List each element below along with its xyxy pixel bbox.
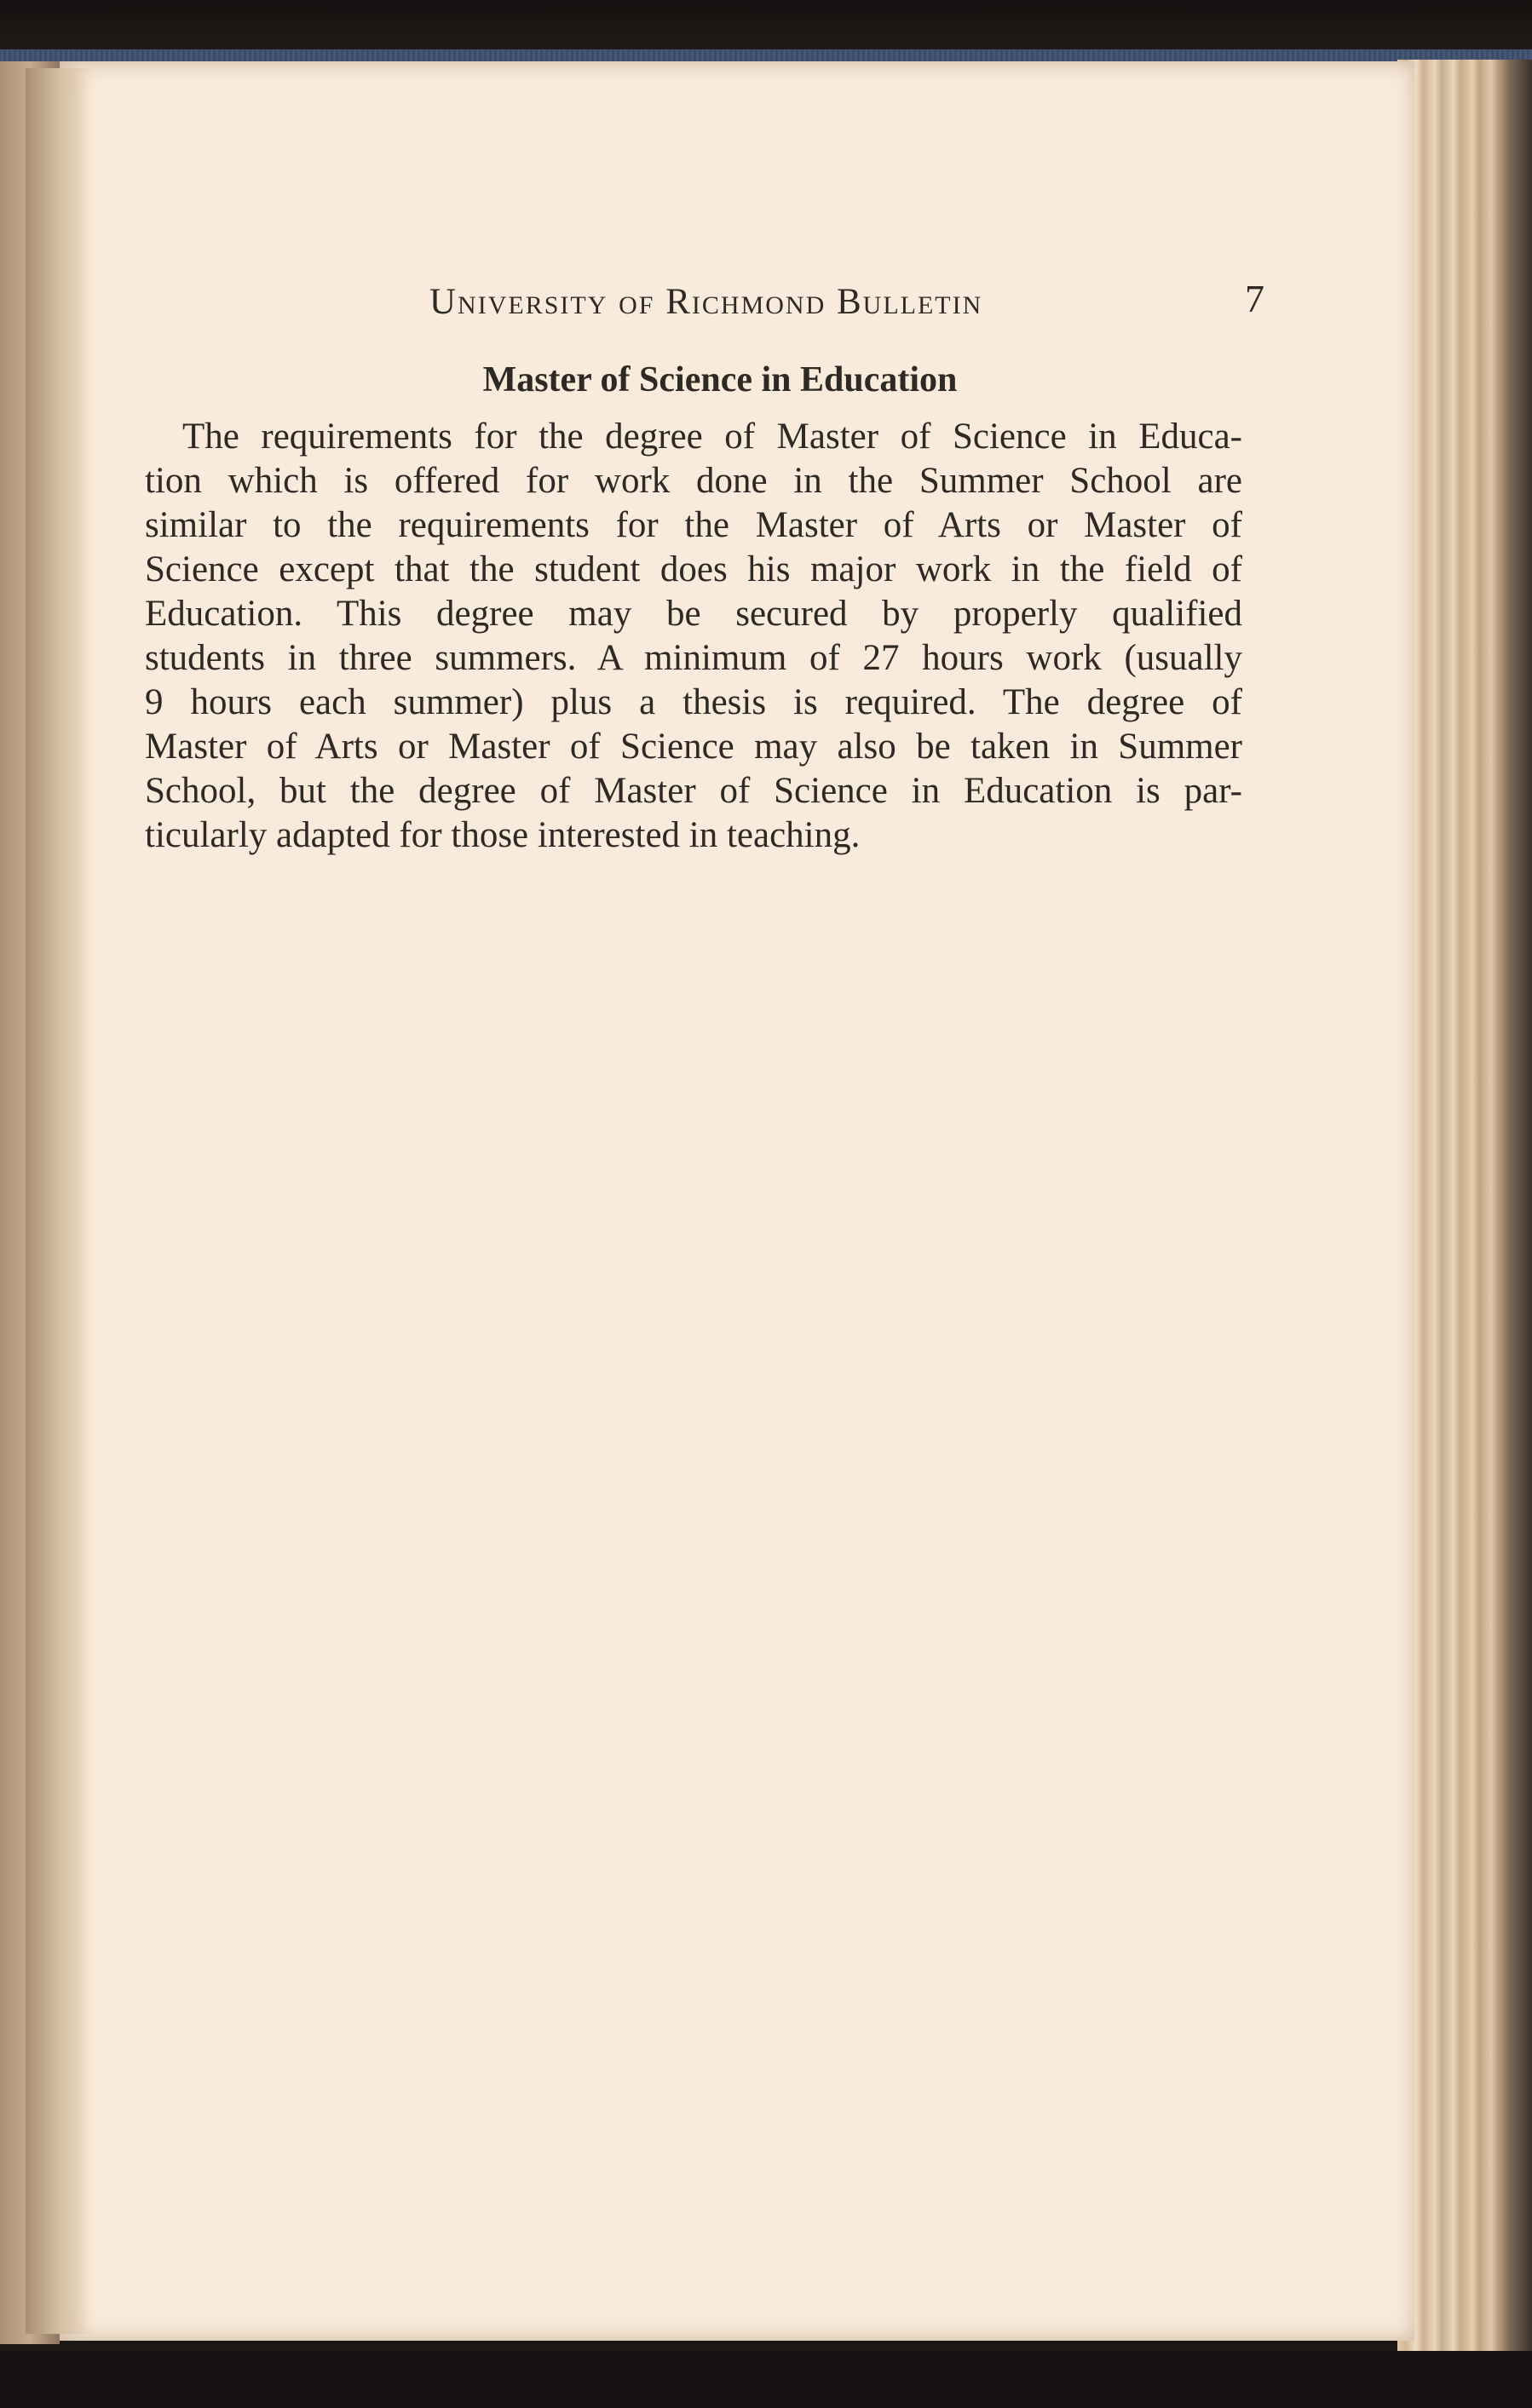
paragraph-line: The requirements for the degree of Master of Science in Educa- [182,417,1242,457]
section-paragraph [145,415,1242,858]
page-stack-edge [1397,60,1532,2351]
paragraph-line: School, but the degree of Master of Science in Education is par- [145,771,1242,811]
page-number: 7 [1245,277,1264,320]
paragraph-line: Science except that the student does his major work in the field of [145,549,1242,589]
paragraph-line: Education. This degree may be secured by properly qualified [145,594,1242,634]
running-head [371,277,1264,332]
paragraph-line: 9 hours each summer) plus a thesis is required. The degree of [145,682,1242,722]
scan-background-bottom [0,2351,1532,2408]
running-head-title: University of Richmond Bulletin [429,282,983,322]
paragraph-line: similar to the requirements for the Master of Arts or Master of [145,505,1242,545]
book-page [60,61,1414,2341]
paragraph-line: ticularly adapted for those interested in teaching. [145,815,861,855]
gutter-shadow [26,68,94,2334]
paragraph-line: tion which is offered for work done in the Summer School are [145,461,1242,501]
section-heading: Master of Science in Education [482,360,958,399]
paragraph-line: Master of Arts or Master of Science may also be taken in Summer [145,727,1242,767]
paragraph-line: students in three summers. A minimum of 27 hours work (usually [145,638,1242,678]
